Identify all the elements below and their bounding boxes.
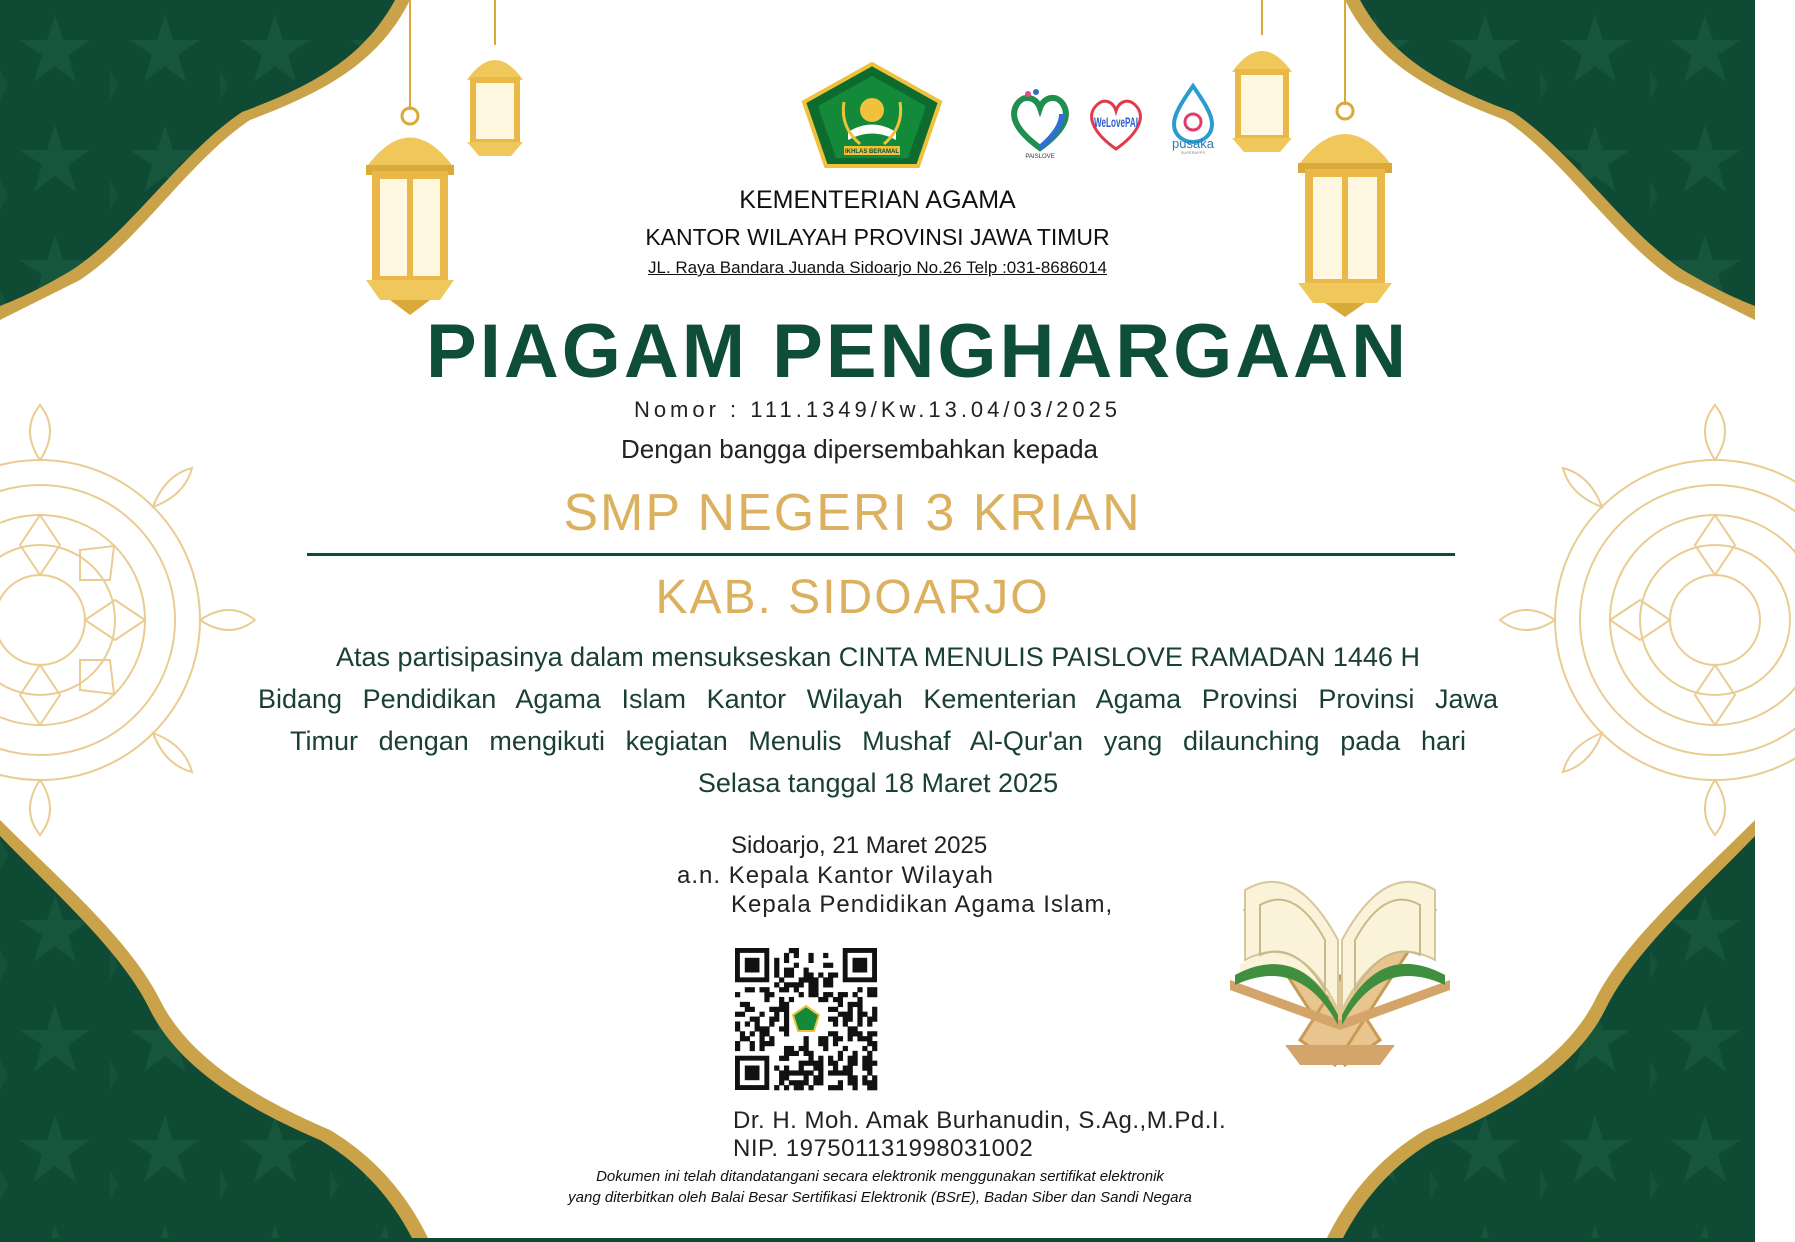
e-signature-note: yang diterbitkan oleh Balai Besar Sertifikasi Elektronik (BSrE), Badan Siber dan Sandi Negara bbox=[568, 1189, 1192, 1206]
on-behalf-of: a.n. Kepala Kantor Wilayah bbox=[677, 862, 994, 889]
divider-line bbox=[307, 553, 1455, 556]
body-line: Atas partisipasinya dalam mensukseskan CINTA MENULIS PAISLOVE RAMADAN 1446 H bbox=[336, 642, 1420, 672]
body-line: Timur dengan mengikuti kegiatan Menulis Mushaf Al-Qur'an yang dilaunching pada hari bbox=[290, 726, 1466, 756]
presented-to-label: Dengan bangga dipersembahkan kepada bbox=[620, 434, 1099, 464]
svg-text:PAISLOVE: PAISLOVE bbox=[1025, 154, 1055, 160]
lantern-left-small bbox=[467, 0, 523, 156]
qr-code bbox=[735, 948, 877, 1090]
e-signature-note: Dokumen ini telah ditandatangani secara elektronik menggunakan sertifikat elektronik bbox=[596, 1168, 1164, 1185]
certificate-body bbox=[258, 636, 1498, 804]
office-address: JL. Raya Bandara Juanda Sidoarjo No.26 Telp :031-8686014 bbox=[647, 258, 1108, 277]
kemenag-emblem-logo bbox=[800, 62, 944, 168]
certificate-title: PIAGAM PENGHARGAAN bbox=[426, 309, 1409, 394]
place-date: Sidoarjo, 21 Maret 2025 bbox=[731, 832, 988, 859]
pusaka-logo bbox=[1160, 82, 1226, 154]
signer-name: Dr. H. Moh. Amak Burhanudin, S.Ag.,M.Pd.I. bbox=[733, 1107, 1227, 1134]
quran-on-stand-icon bbox=[1230, 882, 1450, 1065]
body-line: Bidang Pendidikan Agama Islam Kantor Wilayah Kementerian Agama Provinsi Provinsi Jawa bbox=[258, 684, 1498, 714]
welovepai-logo bbox=[1085, 95, 1147, 153]
paislove-logo bbox=[1008, 88, 1072, 160]
lantern-right-small bbox=[1232, 0, 1292, 152]
svg-text:pusaka: pusaka bbox=[1172, 136, 1214, 151]
ministry-name: KEMENTERIAN AGAMA bbox=[739, 186, 1016, 214]
recipient-name: SMP NEGERI 3 KRIAN bbox=[563, 484, 1142, 542]
signer-nip: NIP. 197501131998031002 bbox=[733, 1135, 1034, 1162]
body-line: Selasa tanggal 18 Maret 2025 bbox=[697, 768, 1059, 798]
svg-text:SUPERAPPS: SUPERAPPS bbox=[1180, 150, 1206, 155]
recipient-region: KAB. SIDOARJO bbox=[655, 571, 1050, 624]
certificate-number: Nomor : 111.1349/Kw.13.04/03/2025 bbox=[633, 397, 1122, 422]
svg-text:IKHLAS BERAMAL: IKHLAS BERAMAL bbox=[845, 149, 899, 155]
office-name: KANTOR WILAYAH PROVINSI JAWA TIMUR bbox=[645, 224, 1110, 250]
svg-text:WeLovePAI: WeLovePAI bbox=[1094, 114, 1138, 130]
signer-role: Kepala Pendidikan Agama Islam, bbox=[731, 891, 1114, 918]
